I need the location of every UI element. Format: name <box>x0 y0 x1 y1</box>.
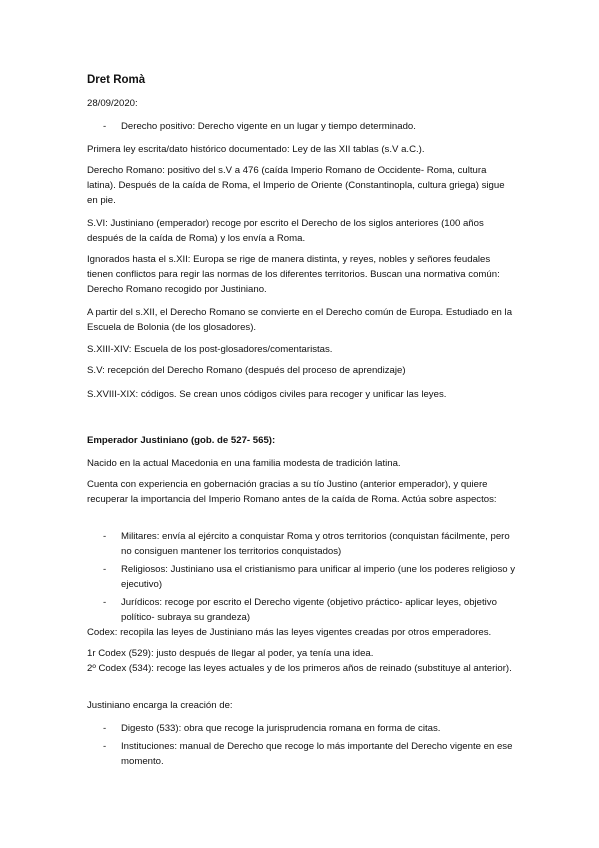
paragraph: S.XIII-XIV: Escuela de los post-glosadores/comentaristas. <box>87 344 333 355</box>
dash-marker: - <box>103 741 107 752</box>
list-item: - Derecho positivo: Derecho vigente en un lugar y tiempo determinado. <box>103 121 416 132</box>
paragraph: S.XVIII-XIX: códigos. Se crean unos códigos civiles para recoger y unificar las leyes. <box>87 389 447 400</box>
paragraph: A partir del s.XII, el Derecho Romano se convierte en el Derecho común de Europa. Estudiado en la Escuela de Bolonia (de los glosadores). <box>87 307 513 333</box>
paragraph: 2º Codex (534): recoge las leyes actuales y de los primeros años de reinado (substituye al anterior). <box>87 663 512 674</box>
bullet-list-2 <box>87 529 517 628</box>
paragraph: Justiniano encarga la creación de: <box>87 700 233 711</box>
document-title: Dret Romà <box>87 74 146 86</box>
paragraph: Codex: recopila las leyes de Justiniano más las leyes vigentes creadas por otros emperadores. <box>87 627 492 638</box>
dash-marker: - <box>103 531 107 542</box>
paragraph: 1r Codex (529): justo después de llegar al poder, ya tenía una idea. <box>87 648 374 659</box>
list-item: - Religiosos: Justiniano usa el cristianismo para unificar al imperio (une los poderes religioso y ejecutivo) <box>103 564 516 590</box>
paragraph: S.VI: Justiniano (emperador) recoge por escrito el Derecho de los siglos anteriores (100 años después de la caída de Roma) y los envía a Roma. <box>87 218 484 244</box>
list-item: - Militares: envía al ejército a conquistar Roma y otros territorios (conquistan fácilmente, pero no consiguen mantener los territorios conquistados) <box>103 531 510 557</box>
paragraph: Derecho Romano: positivo del s.V a 476 (caída Imperio Romano de Occidente- Roma, cultura latina). Después de la caída de Roma, el Imperio de Oriente (Constantinopla, cultura griega) sigue en pie. <box>87 165 505 206</box>
dash-marker: - <box>103 723 107 734</box>
dash-marker: - <box>103 564 107 575</box>
list-item: - Jurídicos: recoge por escrito el Derecho vigente (objetivo práctico- aplicar leyes, objetivo político- subraya su grandeza) <box>103 597 497 623</box>
bullet-list-1 <box>87 119 517 137</box>
paragraph: Nacido en la actual Macedonia en una familia modesta de tradición latina. <box>87 458 401 469</box>
section-heading: Emperador Justiniano (gob. de 527- 565): <box>87 435 276 446</box>
dash-marker: - <box>103 597 107 608</box>
date-line: 28/09/2020: <box>87 98 138 109</box>
bullet-list-3 <box>87 721 517 772</box>
list-item: - Instituciones: manual de Derecho que recoge lo más importante del Derecho vigente en ese momento. <box>103 741 513 767</box>
paragraph: Cuenta con experiencia en gobernación gracias a su tío Justino (anterior emperador), y quiere recuperar la importancia del Imperio Romano antes de la caída de Roma. Actúa sobre aspectos: <box>87 479 497 505</box>
paragraph: S.V: recepción del Derecho Romano (después del proceso de aprendizaje) <box>87 365 406 376</box>
dash-marker: - <box>103 121 107 132</box>
paragraph: Ignorados hasta el s.XII: Europa se rige de manera distinta, y reyes, nobles y señores feudales tienen conflictos para regir las normas de los diferentes territorios. Buscan una normativa común: Derecho Romano recogido por Justiniano. <box>87 254 500 295</box>
list-item: - Digesto (533): obra que recoge la jurisprudencia romana en forma de citas. <box>103 723 441 734</box>
paragraph: Primera ley escrita/dato histórico documentado: Ley de las XII tablas (s.V a.C.). <box>87 144 425 155</box>
